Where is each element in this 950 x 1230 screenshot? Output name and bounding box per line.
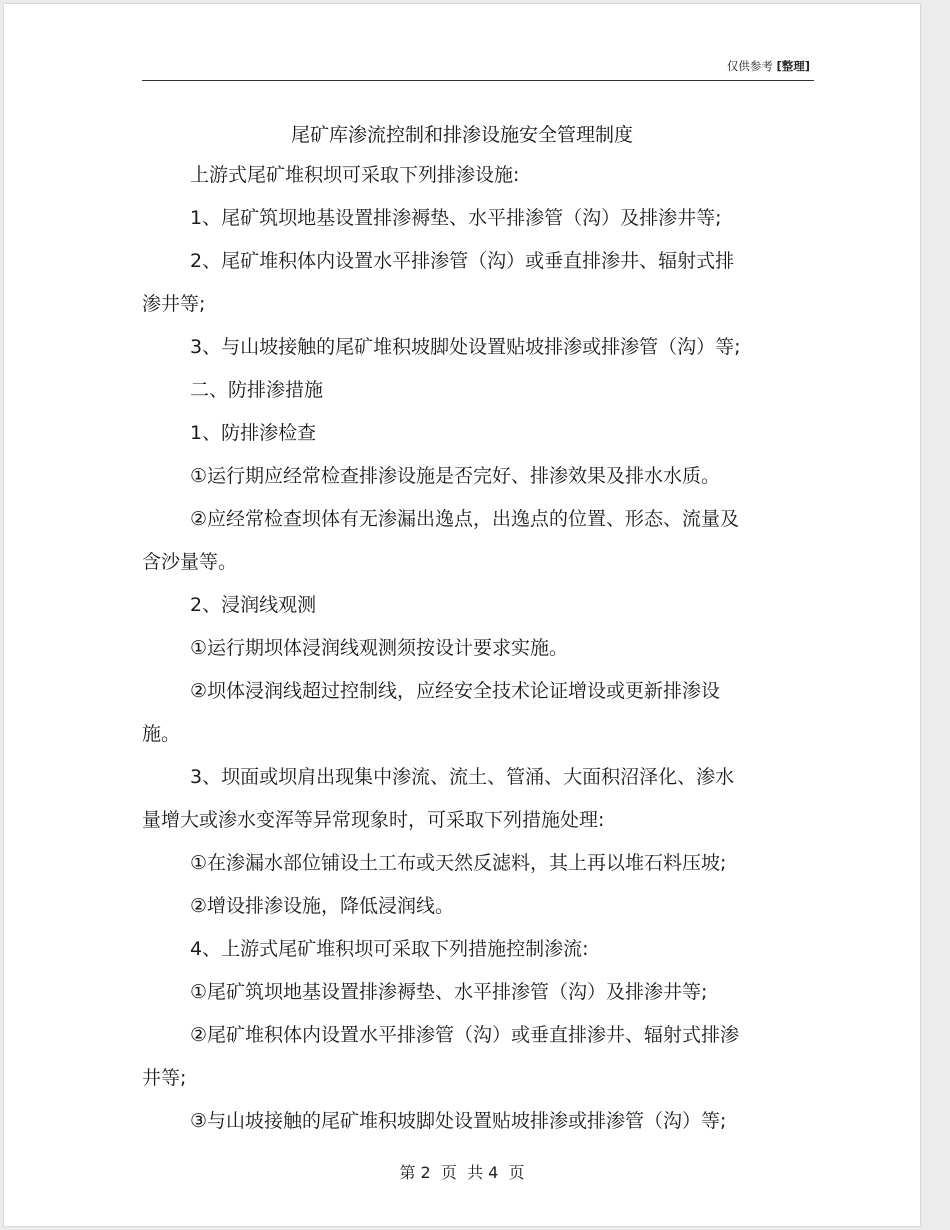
paragraph-line: 量增大或渗水变浑等异常现象时，可采取下列措施处理: [142,809,605,831]
paragraph-line: ①运行期坝体浸润线观测须按设计要求实施。 [190,637,569,659]
paragraph-line: 上游式尾矿堆积坝可采取下列排渗设施: [190,164,520,186]
subsection-heading: 2、浸润线观测 [190,594,317,616]
paragraph-line: 1、尾矿筑坝地基设置排渗褥垫、水平排渗管（沟）及排渗井等; [190,207,722,229]
header-tag: [整理] [776,59,810,73]
paragraph-line: 2、尾矿堆积体内设置水平排渗管（沟）或垂直排渗井、辐射式排 [190,250,735,272]
paragraph-line: 井等; [142,1067,187,1089]
section-heading: 二、防排渗措施 [190,379,324,401]
header-note-text: 仅供参考 [726,59,773,73]
paragraph-line: ②坝体浸润线超过控制线，应经安全技术论证增设或更新排渗设 [190,680,721,702]
paragraph-line: ③与山坡接触的尾矿堆积坡脚处设置贴坡排渗或排渗管（沟）等; [190,1110,727,1132]
paragraph-line: 3、与山坡接触的尾矿堆积坡脚处设置贴坡排渗或排渗管（沟）等; [190,336,741,358]
paragraph-line: ②应经常检查坝体有无渗漏出逸点，出逸点的位置、形态、流量及 [190,508,740,530]
subsection-heading: 1、防排渗检查 [190,422,317,444]
paragraph-line: ①尾矿筑坝地基设置排渗褥垫、水平排渗管（沟）及排渗井等; [190,981,708,1003]
document-body [142,154,782,1143]
document-page [4,4,920,1226]
header-divider [142,80,814,81]
paragraph-line: ②尾矿堆积体内设置水平排渗管（沟）或垂直排渗井、辐射式排渗 [190,1024,740,1046]
paragraph-line: 渗井等; [142,293,206,315]
paragraph-line: 含沙量等。 [142,551,238,573]
page-number: 第 2 页 共 4 页 [399,1163,525,1182]
paragraph-line: 4、上游式尾矿堆积坝可采取下列措施控制渗流: [190,938,589,960]
paragraph-line: ②增设排渗设施，降低浸润线。 [190,895,455,917]
header-note [727,58,810,74]
document-title: 尾矿库渗流控制和排渗设施安全管理制度 [290,124,633,146]
paragraph-line: ①运行期应经常检查排渗设施是否完好、排渗效果及排水水质。 [190,465,721,487]
paragraph-line: ①在渗漏水部位铺设土工布或天然反滤料，其上再以堆石料压坡; [190,852,727,874]
paragraph-line: 施。 [142,723,181,745]
paragraph-line: 3、坝面或坝肩出现集中渗流、流土、管涌、大面积沼泽化、渗水 [190,766,735,788]
